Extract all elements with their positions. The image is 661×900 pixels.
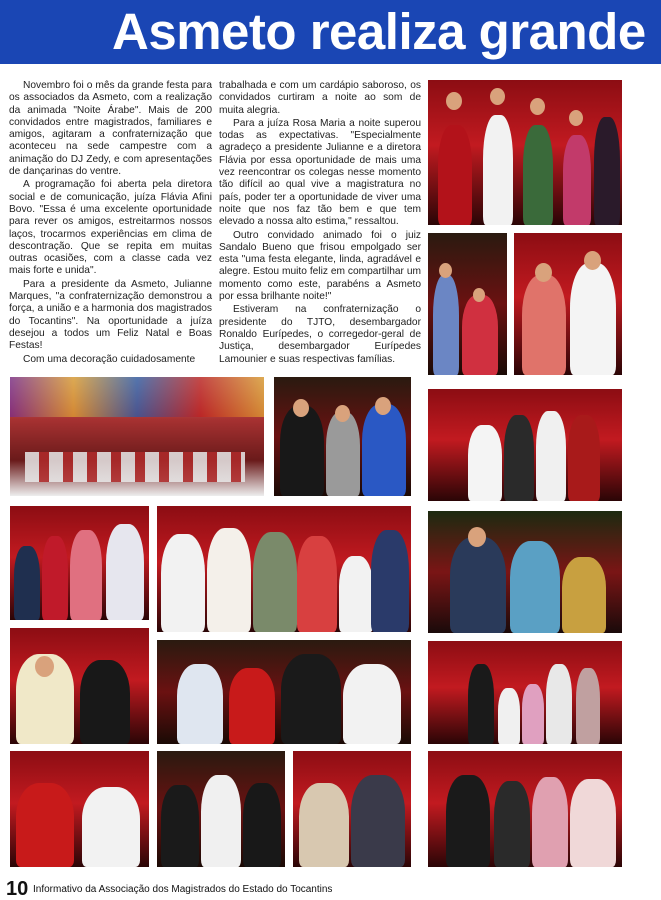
article-paragraph: Estiveram na confraternização o presidente do TJTO, desembargador Ronaldo Eurípedes, o corregedor-geral de Justiça, desembargador Eurípedes Lamounier e suas respectivas famílias. xyxy=(219,304,421,365)
event-photo-4 xyxy=(10,377,264,496)
event-photo-6 xyxy=(428,389,622,501)
event-photo-15 xyxy=(293,751,411,867)
event-photo-12 xyxy=(428,641,622,744)
event-photo-3 xyxy=(514,233,622,375)
event-photo-9 xyxy=(428,511,622,633)
article-column-1 xyxy=(9,80,212,367)
event-photo-1 xyxy=(428,80,622,225)
article-paragraph: Para a presidente da Asmeto, Julianne Marques, "a confraternização demonstrou a força, a união e a harmonia dos magistrados do Tocantins". Na oportunidade a juíza desejou a todos um Feliz Natal e Boas Festas! xyxy=(9,278,212,352)
page-number: 10 xyxy=(6,878,29,900)
article-column-2 xyxy=(219,80,421,367)
event-photo-2 xyxy=(428,233,507,375)
event-photo-7 xyxy=(10,506,149,620)
event-photo-10 xyxy=(10,628,149,744)
article-paragraph: A programação foi aberta pela diretora social e de comunicação, juíza Flávia Afini Bovo. "Essa é uma excelente oportunidade para rever os amigos, estreitarmos nossos laços, trocarmos experiências em clima de descontração. Que se repita em muitas outras ocasiões, com a classe cada vez mais forte e unida". xyxy=(9,179,212,277)
publication-name: Informativo da Associação dos Magistrados do Estado do Tocantins xyxy=(33,884,333,895)
title-banner xyxy=(0,0,661,64)
article-paragraph: Com uma decoração cuidadosamente xyxy=(23,353,196,365)
event-photo-5 xyxy=(274,377,411,496)
event-photo-11 xyxy=(157,640,411,744)
article-paragraph: Para a juíza Rosa Maria a noite superou todas as expectativas. "Especialmente agradeço a presidente Julianne e a diretora Flávia por essa oportunidade de mais uma vez reencontrar os colegas nesse momento tão difícil ao qual vive a magistratura no país, poder ter a oportunidade de viver uma noite que nos faz tão bem e que tem elevado a nossa alto estima," ressaltou. xyxy=(219,117,421,228)
event-photo-13 xyxy=(10,751,149,867)
event-photo-16 xyxy=(428,751,622,867)
article-paragraph: trabalhada e com um cardápio saboroso, os convidados curtiram a noite ao som de muita alegria. xyxy=(219,80,421,116)
article-paragraph: Novembro foi o mês da grande festa para os associados da Asmeto, com a realização da animada "Noite Árabe". Mais de 200 convidados entre magistrados, familiares e amigos, agitaram a confraternização que aconteceu na sede campestre com a animação do DJ Zedy, e com apresentações de dançarinas do ventre. xyxy=(9,80,212,178)
page-title: Asmeto realiza grande xyxy=(112,3,646,60)
event-photo-8 xyxy=(157,506,411,632)
article-paragraph: Outro convidado animado foi o juiz Sandalo Bueno que frisou empolgado ser esta "uma festa elegante, linda, agradável e alegre. Estou muito feliz em compartilhar um momento como este, parabéns a Asmeto por essa brilhante noite!" xyxy=(219,229,421,303)
event-photo-14 xyxy=(157,751,285,867)
page-footer xyxy=(0,878,661,900)
